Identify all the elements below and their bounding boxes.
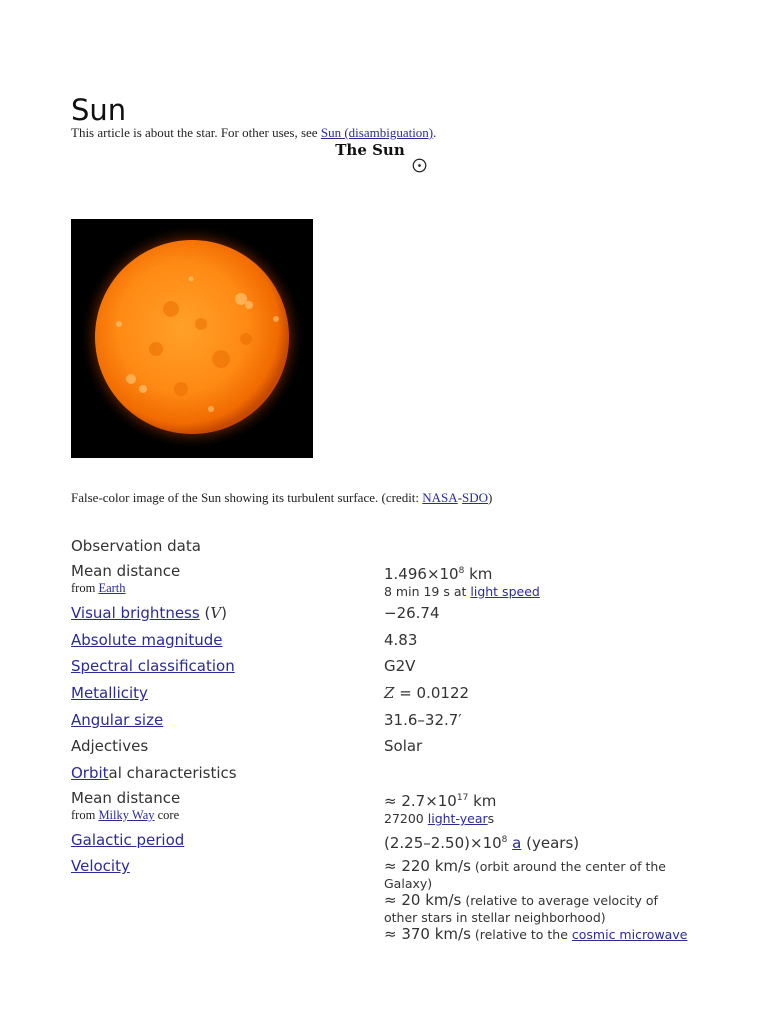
mean-distance-value bbox=[384, 563, 694, 600]
sdo-link[interactable]: SDO bbox=[462, 490, 489, 505]
absolute-magnitude-value: 4.83 bbox=[384, 631, 418, 649]
hatnote-text: This article is about the star. For other uses, see bbox=[71, 125, 321, 140]
sun-symbol-icon bbox=[412, 158, 427, 173]
visual-brightness-value: −26.74 bbox=[384, 604, 440, 622]
vb-symbol: V bbox=[210, 604, 222, 622]
visual-brightness-label bbox=[71, 605, 227, 622]
vb-open: ( bbox=[199, 604, 211, 622]
orbital-header-rest: al characteristics bbox=[108, 764, 237, 782]
galactic-mean-distance-label bbox=[71, 790, 180, 824]
gal-ly-prefix: 27200 bbox=[384, 811, 428, 826]
metallicity-link[interactable]: Metallicity bbox=[71, 684, 148, 702]
velocity-3-note: (relative to the bbox=[470, 927, 572, 942]
from-milky-way-core bbox=[71, 807, 180, 824]
spectral-classification-label bbox=[71, 658, 235, 675]
sun-image[interactable] bbox=[71, 219, 313, 458]
mean-distance-label-text: Mean distance bbox=[71, 562, 181, 580]
galactic-period-unit: (years) bbox=[521, 834, 580, 852]
image-caption bbox=[71, 490, 492, 506]
velocity-link[interactable]: Velocity bbox=[71, 857, 130, 875]
orbital-characteristics-header bbox=[71, 764, 237, 782]
absolute-magnitude-link[interactable]: Absolute magnitude bbox=[71, 631, 223, 649]
gal-core-suffix: core bbox=[154, 808, 180, 822]
adjectives-value: Solar bbox=[384, 737, 423, 755]
cosmic-microwave-link[interactable]: cosmic microwave bbox=[571, 927, 688, 942]
milky-way-link[interactable]: Milky Way bbox=[98, 808, 155, 822]
velocity-2-value: ≈ 20 km/s bbox=[384, 891, 462, 909]
adjectives-label: Adjectives bbox=[71, 737, 149, 755]
velocity-2 bbox=[384, 892, 694, 926]
disambiguation-link[interactable]: Sun (disambiguation) bbox=[320, 125, 434, 140]
mean-distance-unit: km bbox=[464, 565, 493, 583]
galactic-period-label bbox=[71, 832, 184, 849]
light-year-link[interactable]: light-year bbox=[427, 811, 488, 826]
velocity-3-value: ≈ 370 km/s bbox=[384, 925, 471, 943]
nasa-link[interactable]: NASA bbox=[422, 490, 458, 505]
galactic-period-value bbox=[384, 832, 694, 852]
mean-distance-label bbox=[71, 563, 180, 597]
galactic-mean-distance-text: Mean distance bbox=[71, 789, 181, 807]
velocity-1 bbox=[384, 858, 694, 892]
earth-link[interactable]: Earth bbox=[98, 581, 126, 595]
metallicity-symbol: Z bbox=[384, 684, 395, 702]
light-time bbox=[384, 583, 694, 600]
hatnote bbox=[71, 125, 436, 141]
velocity-2-note: (relative to average velocity of other stars in stellar neighborhood) bbox=[384, 893, 658, 925]
metallicity-number: = 0.0122 bbox=[394, 684, 470, 702]
angular-size-label bbox=[71, 712, 163, 729]
mean-distance-number bbox=[384, 563, 694, 583]
absolute-magnitude-label bbox=[71, 632, 222, 649]
galactic-mean-distance-value bbox=[384, 790, 694, 827]
caption-suffix: ) bbox=[488, 490, 493, 505]
light-time-prefix: 8 min 19 s at bbox=[384, 584, 471, 599]
metallicity-label bbox=[71, 685, 148, 702]
from-prefix: from bbox=[71, 581, 99, 595]
hatnote-suffix: . bbox=[433, 125, 437, 140]
gal-distance-unit: km bbox=[468, 792, 497, 810]
orbit-link[interactable]: Orbit bbox=[71, 764, 109, 782]
spectral-classification-value: G2V bbox=[384, 657, 416, 675]
galactic-period-exp: 8 bbox=[501, 835, 508, 845]
velocity-label bbox=[71, 858, 130, 875]
velocity-1-value: ≈ 220 km/s bbox=[384, 857, 471, 875]
from-earth bbox=[71, 580, 180, 597]
galactic-period-link[interactable]: Galactic period bbox=[71, 831, 185, 849]
spectral-classification-link[interactable]: Spectral classification bbox=[71, 657, 235, 675]
angular-size-link[interactable]: Angular size bbox=[71, 711, 164, 729]
annum-link[interactable]: a bbox=[512, 834, 522, 852]
angular-size-value: 31.6–32.7′ bbox=[384, 711, 462, 729]
caption-text: False-color image of the Sun showing its turbulent surface. (credit: bbox=[71, 490, 423, 505]
mean-distance-exp: 8 bbox=[458, 566, 465, 576]
gal-distance-exp: 17 bbox=[456, 793, 469, 803]
vb-close: ) bbox=[221, 604, 228, 622]
infobox-title: The Sun bbox=[335, 141, 405, 159]
metallicity-value bbox=[384, 685, 694, 702]
gal-light-years bbox=[384, 810, 694, 827]
gal-distance-number bbox=[384, 790, 694, 810]
mean-distance-base: 1.496×10 bbox=[384, 565, 459, 583]
gal-ly-suffix: s bbox=[487, 811, 495, 826]
galactic-period-base: (2.25–2.50)×10 bbox=[384, 834, 502, 852]
light-speed-link[interactable]: light speed bbox=[470, 584, 540, 599]
page-title: Sun bbox=[71, 93, 127, 128]
visual-brightness-link[interactable]: Visual brightness bbox=[71, 604, 200, 622]
caption-separator: - bbox=[457, 490, 463, 505]
velocity-1-note: (orbit around the center of the Galaxy) bbox=[384, 859, 666, 891]
observation-data-header: Observation data bbox=[71, 537, 201, 555]
velocity-3 bbox=[384, 926, 694, 943]
velocity-value bbox=[384, 858, 694, 943]
gal-from-prefix: from bbox=[71, 808, 99, 822]
gal-distance-base: ≈ 2.7×10 bbox=[384, 792, 457, 810]
